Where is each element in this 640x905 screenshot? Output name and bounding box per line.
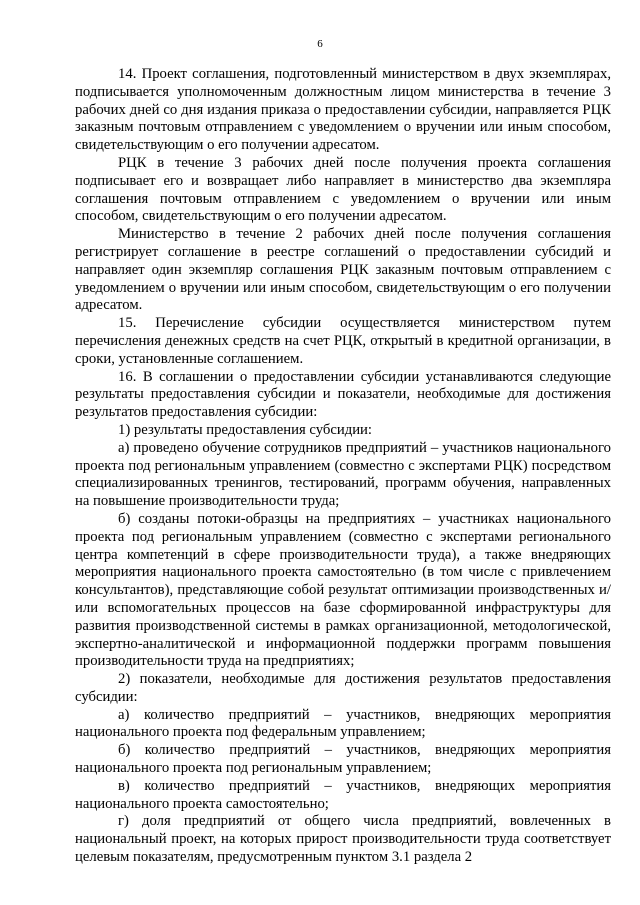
- list-item-indicators-d: г) доля предприятий от общего числа предприятий, вовлеченных в национальный проект, на которых прирост производительности труда соответствует целевым показателям, предусмотренным пунктом 3.1 раздела 2: [75, 813, 611, 866]
- paragraph-rck-signing: РЦК в течение 3 рабочих дней после получения проекта соглашения подписывает его и возвращает либо направляет в министерство два экземпляра соглашения почтовым отправлением с уведомлением о вручении или иным способом, свидетельствующим о его получении адресатом.: [75, 154, 611, 225]
- page-number: 6: [317, 38, 323, 50]
- paragraph-14: 14. Проект соглашения, подготовленный министерством в двух экземплярах, подписывается уполномоченным должностным лицом министерства в течение 3 рабочих дней со дня издания приказа о предоставлении субсидии, направляется РЦК заказным почтовым отправлением с уведомлением о вручении или иным способом, свидетельствующим о его получении адресатом.: [75, 66, 611, 154]
- paragraph-ministry-registration: Министерство в течение 2 рабочих дней после получения соглашения регистрирует соглашение в реестре соглашений о предоставлении субсидий и направляет один экземпляр соглашения РЦК заказным почтовым отправлением с уведомлением о вручении или иным способом, свидетельствующим о его получении адресатом.: [75, 226, 611, 314]
- list-item-results-heading: 1) результаты предоставления субсидии:: [118, 421, 372, 438]
- list-item-indicators-a: а) количество предприятий – участников, внедряющих мероприятия национального проекта под федеральным управлением;: [75, 706, 611, 741]
- list-item-indicators-b: б) количество предприятий – участников, внедряющих мероприятия национального проекта под региональным управлением;: [75, 742, 611, 777]
- list-item-indicators-c: в) количество предприятий – участников, внедряющих мероприятия национального проекта самостоятельно;: [75, 777, 611, 812]
- list-item-results-b: б) созданы потоки-образцы на предприятиях – участниках национального проекта под региональным управлением (совместно с экспертами регионального центра компетенций в сфере производительности труда), а также внедряющих мероприятия национального проекта самостоятельно (в том числе с привлечением консультантов), представляющие собой результат оптимизации производственных и/или вспомогательных процессов на базе сформированной инфраструктуры для развития производственной системы в рамках организационной, методологической, экспертно-аналитической и информационной поддержки программ повышения производительности труда на предприятиях;: [75, 510, 611, 670]
- paragraph-16: 16. В соглашении о предоставлении субсидии устанавливаются следующие результаты предоставления субсидии и показатели, необходимые для достижения результатов предоставления субсидии:: [75, 368, 611, 421]
- document-body: [75, 66, 611, 867]
- list-item-results-a: а) проведено обучение сотрудников предприятий – участников национального проекта под региональным управлением (совместно с экспертами РЦК) посредством специализированных тренингов, тестирований, программ обучения, направленных на повышение производительности труда;: [75, 439, 611, 510]
- paragraph-15: 15. Перечисление субсидии осуществляется министерством путем перечисления денежных средств на счет РЦК, открытый в кредитной организации, в сроки, установленные соглашением.: [75, 315, 611, 367]
- list-item-indicators-heading: 2) показатели, необходимые для достижения результатов предоставления субсидии:: [75, 671, 611, 705]
